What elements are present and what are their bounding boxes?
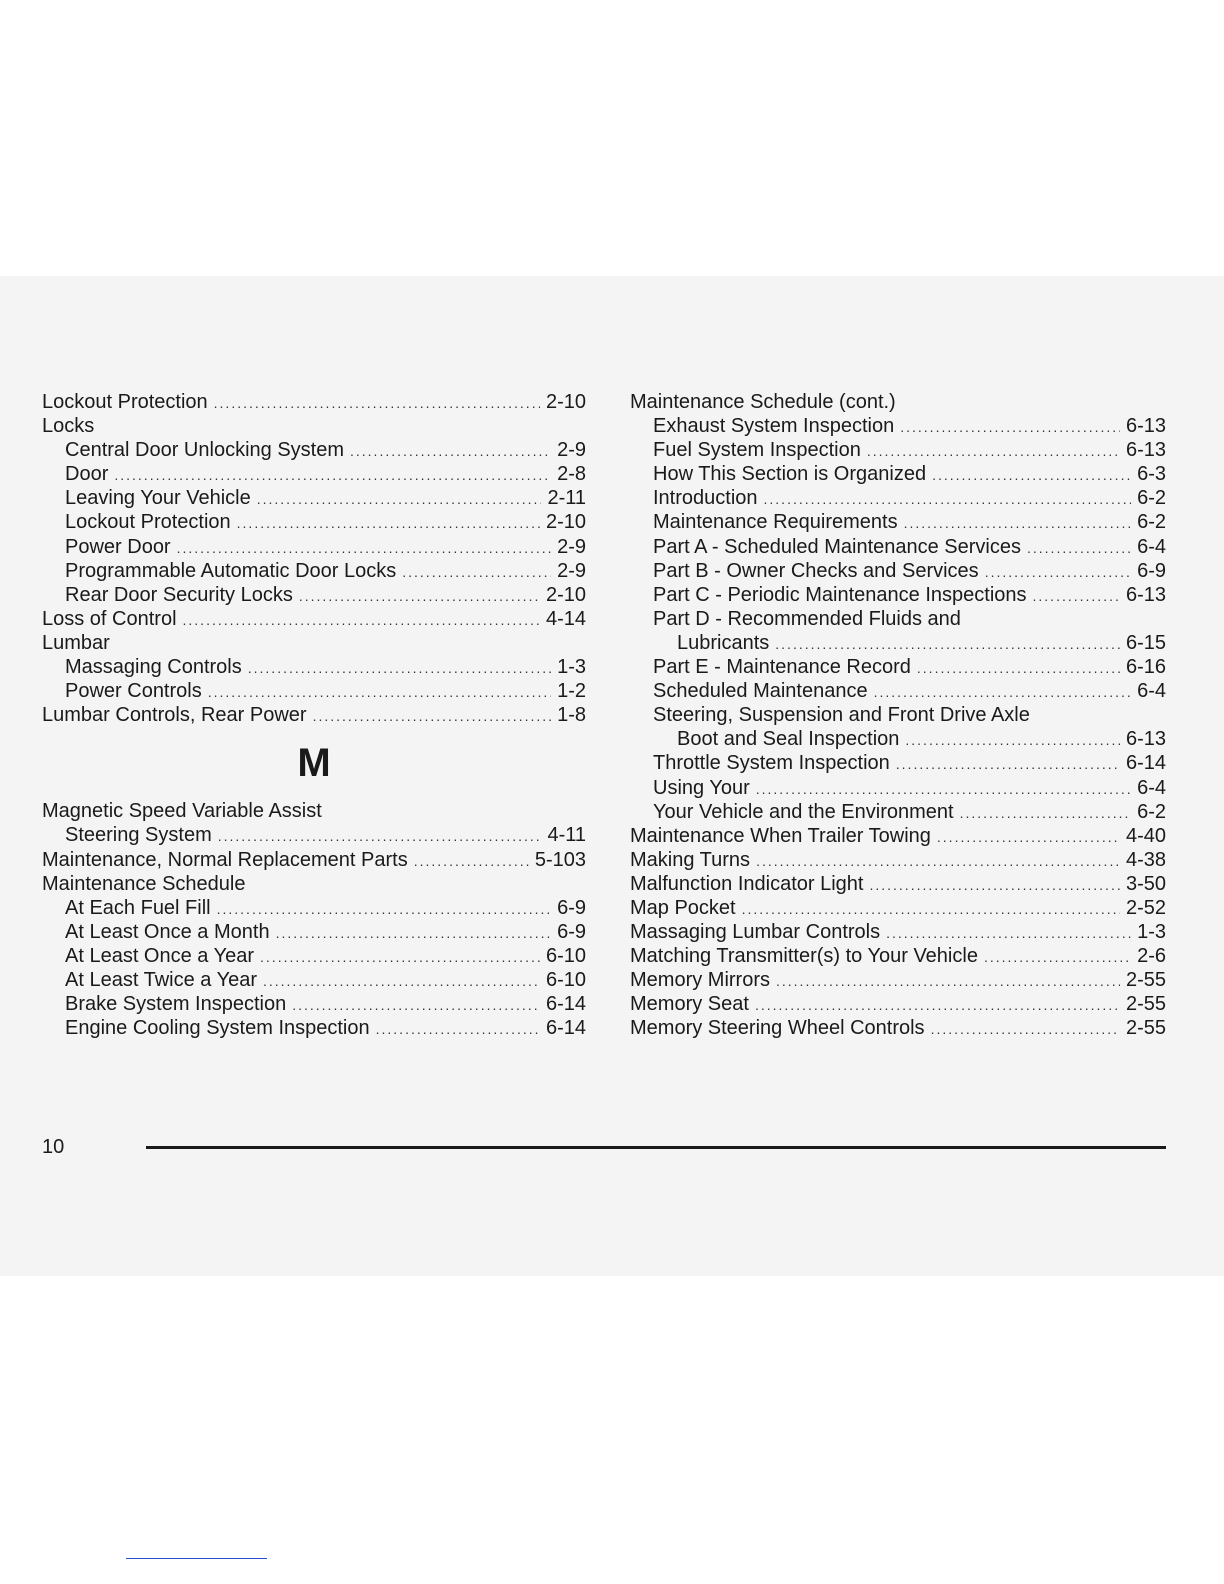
dot-leader [217,897,551,921]
index-entry [42,872,586,896]
index-entry-text: Introduction [653,487,758,510]
index-entry-text: Maintenance Schedule (cont.) [630,391,896,413]
dot-leader [299,584,540,608]
dot-leader [313,704,552,728]
index-entry-text: Lockout Protection [42,391,208,413]
dot-leader [257,487,542,511]
dot-leader [937,825,1120,849]
dot-leader [218,824,542,848]
index-entry-page: 2-10 [545,391,586,413]
index-entry-text: Memory Seat [630,993,749,1016]
index-entry [630,824,1166,848]
dot-leader [775,632,1120,656]
index-entry-page: 1-2 [557,680,586,703]
dot-leader [960,801,1132,825]
index-entry-text: Scheduled Maintenance [653,680,868,703]
dot-leader [1027,536,1131,560]
dot-leader [214,391,540,415]
index-entry-page: 6-16 [1125,656,1166,679]
index-entry-text: Map Pocket [630,896,736,919]
index-entry-text: Massaging Lumbar Controls [630,921,881,944]
index-entry-text: Lockout Protection [65,511,231,534]
dot-leader [755,993,1120,1017]
dot-leader [764,487,1132,511]
index-entry-text: At Least Twice a Year [65,968,257,991]
index-entry-text: Lumbar Controls, Rear Power [42,704,307,727]
index-entry-text: Fuel System Inspection [653,439,861,462]
index-entry-text: At Least Once a Month [65,920,270,943]
index-entry-text: Power Door [65,535,171,558]
index-entry-page: 2-9 [557,439,586,462]
dot-leader [248,656,551,680]
index-entry [630,751,1166,775]
index-entry-text: Exhaust System Inspection [653,415,895,438]
index-entry-text: Engine Cooling System Inspection [65,1017,370,1040]
index-entry-text: Rear Door Security Locks [65,583,293,606]
index-entry-page: 1-3 [1137,921,1166,944]
index-entry-page: 2-55 [1125,969,1166,992]
index-entry-text: Your Vehicle and the Environment [653,800,954,823]
index-entry-page: 2-9 [557,535,586,558]
index-entry [42,438,586,462]
index-entry-page: 6-2 [1137,800,1166,823]
dot-leader [260,945,540,969]
dot-leader [1033,584,1120,608]
index-entry-text: Malfunction Indicator Light [630,872,864,895]
index-entry-text: Brake System Inspection [65,993,287,1016]
index-entry [42,486,586,510]
index-entry [630,872,1166,896]
dot-leader [276,921,552,945]
index-entry [42,390,586,414]
index-entry-text: Part B - Owner Checks and Services [653,559,979,582]
index-entry-text: Leaving Your Vehicle [65,487,251,510]
index-entry-page: 3-50 [1125,872,1166,895]
index-entry-page: 2-52 [1125,896,1166,919]
index-entry-text: Part A - Scheduled Maintenance Services [653,535,1021,558]
index-entry [630,848,1166,872]
dot-leader [984,945,1131,969]
dot-leader [886,921,1131,945]
index-column-left [42,390,586,1040]
section-letter: M [297,741,331,786]
index-entry [42,799,586,823]
index-entry-text: Throttle System Inspection [653,752,890,775]
index-entry-text: Part E - Maintenance Record [653,656,911,679]
dot-leader [931,1017,1120,1041]
index-entry-page: 6-13 [1125,415,1166,438]
index-entry-page: 6-10 [545,968,586,991]
index-entry-page: 5-103 [534,848,586,871]
dot-leader [414,849,529,873]
index-entry [630,559,1166,583]
index-entry [42,655,586,679]
index-entry-page: 2-55 [1125,1017,1166,1040]
dot-leader [932,463,1131,487]
index-entry [42,848,586,872]
dot-leader [177,536,551,560]
dot-leader [263,969,540,993]
index-entry [630,944,1166,968]
index-entry [630,1016,1166,1040]
index-entry-text: Matching Transmitter(s) to Your Vehicle [630,945,978,968]
index-entry [630,486,1166,510]
index-entry-text: Part C - Periodic Maintenance Inspections [653,583,1027,606]
index-entry-page: 1-3 [557,656,586,679]
page-number: 10 [42,1136,65,1158]
index-entry-page: 6-2 [1137,487,1166,510]
index-entry-page: 6-4 [1137,680,1166,703]
index-entry-text: Maintenance Requirements [653,511,898,534]
index-entry [630,655,1166,679]
dot-leader [776,969,1120,993]
index-entry-text: Magnetic Speed Variable Assist [42,800,322,823]
index-entry-text: Boot and Seal Inspection [677,728,900,751]
index-entry [630,631,1166,655]
index-entry-text: Lubricants [677,631,770,654]
index-entry [42,968,586,992]
footer-rule [146,1146,1166,1149]
dot-leader [896,752,1120,776]
index-entry [630,535,1166,559]
dot-leader [114,463,551,487]
index-entry-page: 6-4 [1137,535,1166,558]
index-entry-page: 6-13 [1125,583,1166,606]
index-entry-page: 6-15 [1125,631,1166,654]
index-entry [42,510,586,534]
index-entry [42,1016,586,1040]
index-entry [42,607,586,631]
index-entry [630,992,1166,1016]
index-entry-text: At Least Once a Year [65,944,255,967]
index-entry [42,920,586,944]
index-entry-page: 2-55 [1125,993,1166,1016]
index-entry-text: Memory Mirrors [630,969,770,992]
index-entry-text: Power Controls [65,680,202,703]
index-entry-text: Maintenance, Normal Replacement Parts [42,848,408,871]
index-entry-page: 4-14 [545,607,586,630]
index-entry-page: 4-40 [1125,824,1166,847]
index-entry-text: Loss of Control [42,607,177,630]
index-entry-page: 6-9 [1137,559,1166,582]
index-entry [630,438,1166,462]
index-entry [630,727,1166,751]
index-entry [42,583,586,607]
dot-leader [874,680,1131,704]
dot-leader [905,728,1120,752]
index-entry [42,944,586,968]
index-entry [42,462,586,486]
index-entry [630,896,1166,920]
index-entry-page: 6-3 [1137,463,1166,486]
dot-leader [183,608,540,632]
index-entry-page: 4-38 [1125,848,1166,871]
index-entry-text: At Each Fuel Fill [65,896,211,919]
index-entry [42,559,586,583]
index-entry-text: Using Your [653,776,750,799]
dot-leader [208,680,551,704]
dot-leader [292,993,540,1017]
index-entry-page: 6-14 [545,1017,586,1040]
index-entry-page: 6-10 [545,944,586,967]
index-entry-page: 2-6 [1137,945,1166,968]
index-entry [630,390,1166,414]
dot-leader [742,897,1120,921]
index-entry-page: 4-11 [547,824,586,847]
index-entry-page: 6-13 [1125,439,1166,462]
index-entry-text: Making Turns [630,848,751,871]
index-entry-text: Memory Steering Wheel Controls [630,1017,925,1040]
index-entry [42,535,586,559]
dot-leader [900,415,1120,439]
dot-leader [985,560,1131,584]
index-entry [630,607,1166,631]
index-entry-text: How This Section is Organized [653,463,927,486]
index-entry [630,800,1166,824]
index-column-right [630,390,1166,1041]
index-entry [42,414,586,438]
index-entry-page: 6-2 [1137,511,1166,534]
index-entry [630,776,1166,800]
dot-leader [917,656,1120,680]
dot-leader [904,511,1132,535]
index-entry [630,968,1166,992]
index-entry-page: 2-8 [557,463,586,486]
dot-leader [402,560,551,584]
index-entry-text: Maintenance Schedule [42,872,246,895]
index-entry-text: Massaging Controls [65,656,242,679]
index-entry-text: Programmable Automatic Door Locks [65,559,397,582]
index-entry-text: Lumbar [42,631,110,654]
index-entry-text: Maintenance When Trailer Towing [630,824,931,847]
index-entry-text: Door [65,463,109,486]
dot-leader [756,777,1131,801]
index-entry-page: 2-10 [545,511,586,534]
index-entry [42,631,586,655]
index-entry-page: 2-10 [545,583,586,606]
index-entry-page: 6-9 [557,920,586,943]
index-entry-page: 2-11 [547,487,586,510]
index-entry [42,823,586,847]
dot-leader [756,849,1120,873]
index-entry-page: 6-14 [545,993,586,1016]
bottom-link-underline [126,1558,267,1559]
index-entry [42,992,586,1016]
index-entry [630,679,1166,703]
index-entry-text: Locks [42,415,95,438]
index-entry-text: Central Door Unlocking System [65,439,344,462]
index-entry [630,583,1166,607]
index-entry-page: 6-4 [1137,776,1166,799]
index-entry-page: 6-14 [1125,752,1166,775]
dot-leader [350,439,551,463]
index-entry-text: Part D - Recommended Fluids and [653,607,961,630]
index-entry-page: 1-8 [557,704,586,727]
index-entry [42,703,586,727]
index-entry [42,896,586,920]
dot-leader [237,511,540,535]
dot-leader [376,1017,540,1041]
index-entry [630,414,1166,438]
index-entry-page: 6-13 [1125,728,1166,751]
index-entry [42,679,586,703]
index-entry-page: 2-9 [557,559,586,582]
index-entry [630,703,1166,727]
index-entry-page: 6-9 [557,896,586,919]
dot-leader [867,439,1120,463]
dot-leader [869,873,1120,897]
index-entry [630,920,1166,944]
index-entry [630,510,1166,534]
index-entry-text: Steering, Suspension and Front Drive Axle [653,704,1030,727]
index-entry-text: Steering System [65,824,212,847]
index-entry [630,462,1166,486]
